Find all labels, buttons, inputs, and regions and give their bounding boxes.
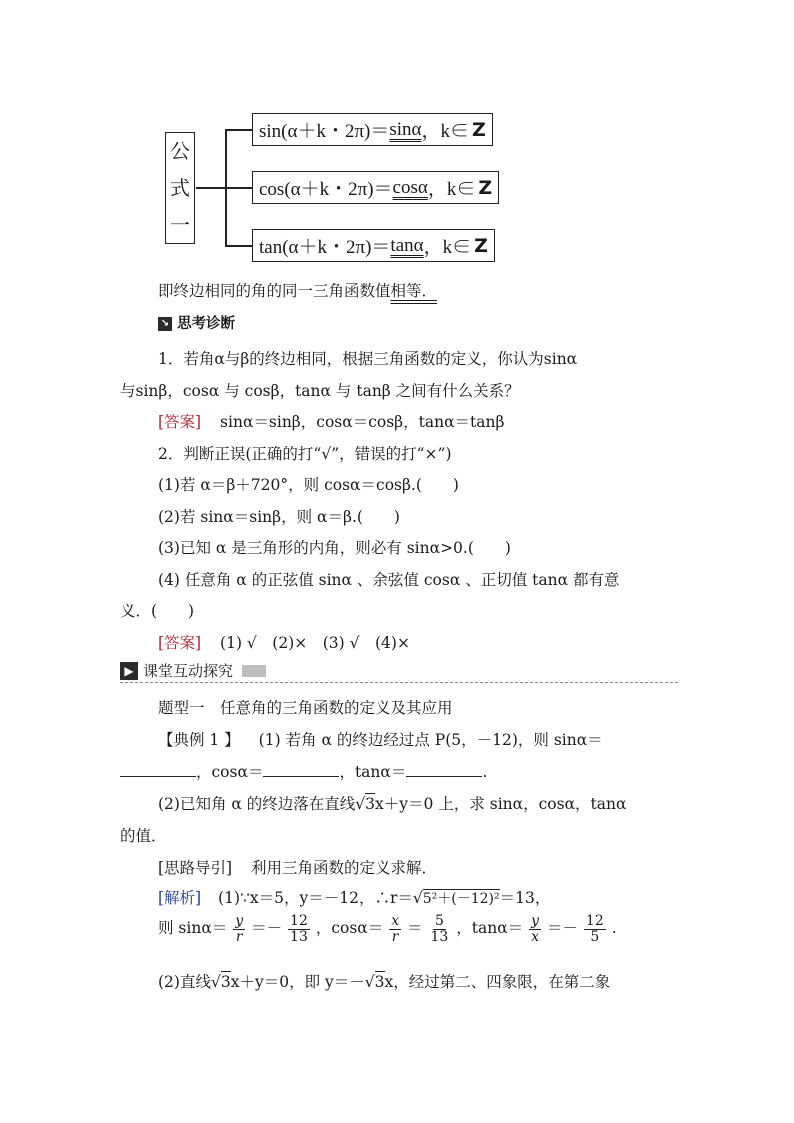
connector-line [225, 245, 252, 247]
formula-label-char: 式 [170, 175, 190, 200]
fraction: $\frac{5}{13}$ [430, 913, 449, 945]
example-1-line1: 【典例 1 】 (1) 若角 α 的终边经过点 P(5，－12)，则 sinα＝ [158, 731, 603, 749]
answer-label: [答案] [158, 634, 202, 652]
example-label: 【典例 1 】 [158, 731, 240, 749]
formula-tail: ，k∈ [427, 179, 476, 200]
formula-label-char: 一 [170, 212, 190, 237]
formula-lhs: sin(α＋k・2π)＝ [259, 121, 390, 142]
integer-set: Z [472, 118, 486, 141]
fraction: $\frac{12}{13}$ [290, 913, 308, 945]
integer-set: Z [478, 176, 493, 199]
formula-row-tan [252, 229, 495, 262]
connector-line [225, 129, 252, 131]
example-2-line2: 的值． [120, 827, 167, 845]
formula-lhs: tan(α＋k・2π)＝ [259, 237, 391, 258]
formula-row-sin [252, 113, 493, 146]
topic-title: 题型一 任意角的三角函数的定义及其应用 [158, 699, 453, 717]
formula-tail: ，k∈ [423, 237, 472, 258]
fraction: $\frac{x}{r}$ [391, 913, 400, 945]
play-icon: ▶ [120, 662, 138, 680]
answer-2: [答案] (1) √ (2)× (3) √ (4)× [158, 634, 410, 652]
formula-label-box [165, 132, 195, 244]
judge-item: (1)若 α＝β＋720°，则 cosα＝cosβ.( ) [158, 476, 459, 494]
formula-rhs: sinα [389, 118, 422, 140]
formula-tail: ，k∈ [421, 121, 470, 142]
connector-line [225, 187, 252, 189]
fraction: $\frac{y}{x}$ [531, 913, 540, 945]
formula-rhs: tanα [390, 234, 424, 256]
arrow-icon: ↘ [158, 317, 172, 331]
formula-lhs: cos(α＋k・2π)＝ [259, 179, 393, 200]
judge-item: 义．( ) [120, 602, 195, 620]
sqrt-icon: √ [210, 973, 221, 991]
example-2-line1: (2)已知角 α 的终边落在直线√3x＋y＝0 上，求 sinα，cosα，tanα [158, 795, 627, 813]
hint-label: [思路导引] [158, 859, 233, 877]
formula-row-cos [252, 171, 499, 204]
answer-blank[interactable] [263, 762, 339, 777]
solution-label: [解析] [158, 889, 202, 907]
fraction: $\frac{y}{r}$ [235, 913, 244, 945]
sqrt-icon: √ [364, 973, 375, 991]
answer-label: [答案] [158, 413, 202, 431]
solution-line3: (2)直线√3x＋y＝0，即 y＝－√3x，经过第二、四象限，在第二象 [158, 973, 611, 991]
solution-line2: 则 sinα＝ $\frac{y}{r}$ ＝－ $\frac{12}{13}$ ，cosα＝ $\frac{x}{r}$ ＝ $\frac{5}{13}$ ，tanα＝ $\frac{y}{x}$ ＝－ $\frac{12}{5}$ . [158, 913, 617, 945]
sqrt-icon: √ [355, 795, 366, 813]
integer-set: Z [474, 234, 488, 257]
question-2-intro: 2．判断正误(正确的打“√”，错误的打“×”) [158, 445, 452, 463]
question-1-line2: 与sinβ，cosα 与 cosβ，tanα 与 tanβ 之间有什么关系？ [120, 382, 520, 400]
judge-item: (3)已知 α 是三角形的内角，则必有 sinα>0.( ) [158, 539, 511, 557]
answer-blank[interactable] [120, 762, 196, 777]
solution-line1: [解析] (1)∵x＝5，y＝－12，∴r＝√5²＋(－12)²＝13， [158, 889, 551, 907]
summary-emph: 相等． [390, 282, 438, 300]
connector-line [196, 187, 226, 189]
class-section-header: ▶ 课堂互动探究 [120, 660, 678, 683]
sqrt-icon: √ [412, 889, 423, 907]
think-header: ↘ 思考诊断 [158, 312, 235, 333]
judge-item: (4) 任意角 α 的正弦值 sinα 、余弦值 cosα 、正切值 tanα 都有意 [158, 571, 620, 589]
judge-item: (2)若 sinα＝sinβ，则 α＝β.( ) [158, 508, 400, 526]
answer-blank[interactable] [406, 762, 482, 777]
summary-line: 即终边相同的角的同一三角函数值相等． [158, 282, 438, 300]
header-bar [242, 665, 266, 677]
hint-line: [思路导引] 利用三角函数的定义求解． [158, 859, 438, 877]
answer-1: [答案] sinα＝sinβ，cosα＝cosβ，tanα＝tanβ [158, 413, 505, 431]
formula-label-char: 公 [170, 139, 190, 164]
fraction: $\frac{12}{5}$ [585, 913, 604, 945]
question-1-line1: 1．若角α与β的终边相同，根据三角函数的定义，你认为sinα [158, 350, 578, 368]
formula-rhs: cosα [392, 176, 428, 198]
example-1-line2: ，cosα＝ ，tanα＝ . [120, 760, 487, 782]
